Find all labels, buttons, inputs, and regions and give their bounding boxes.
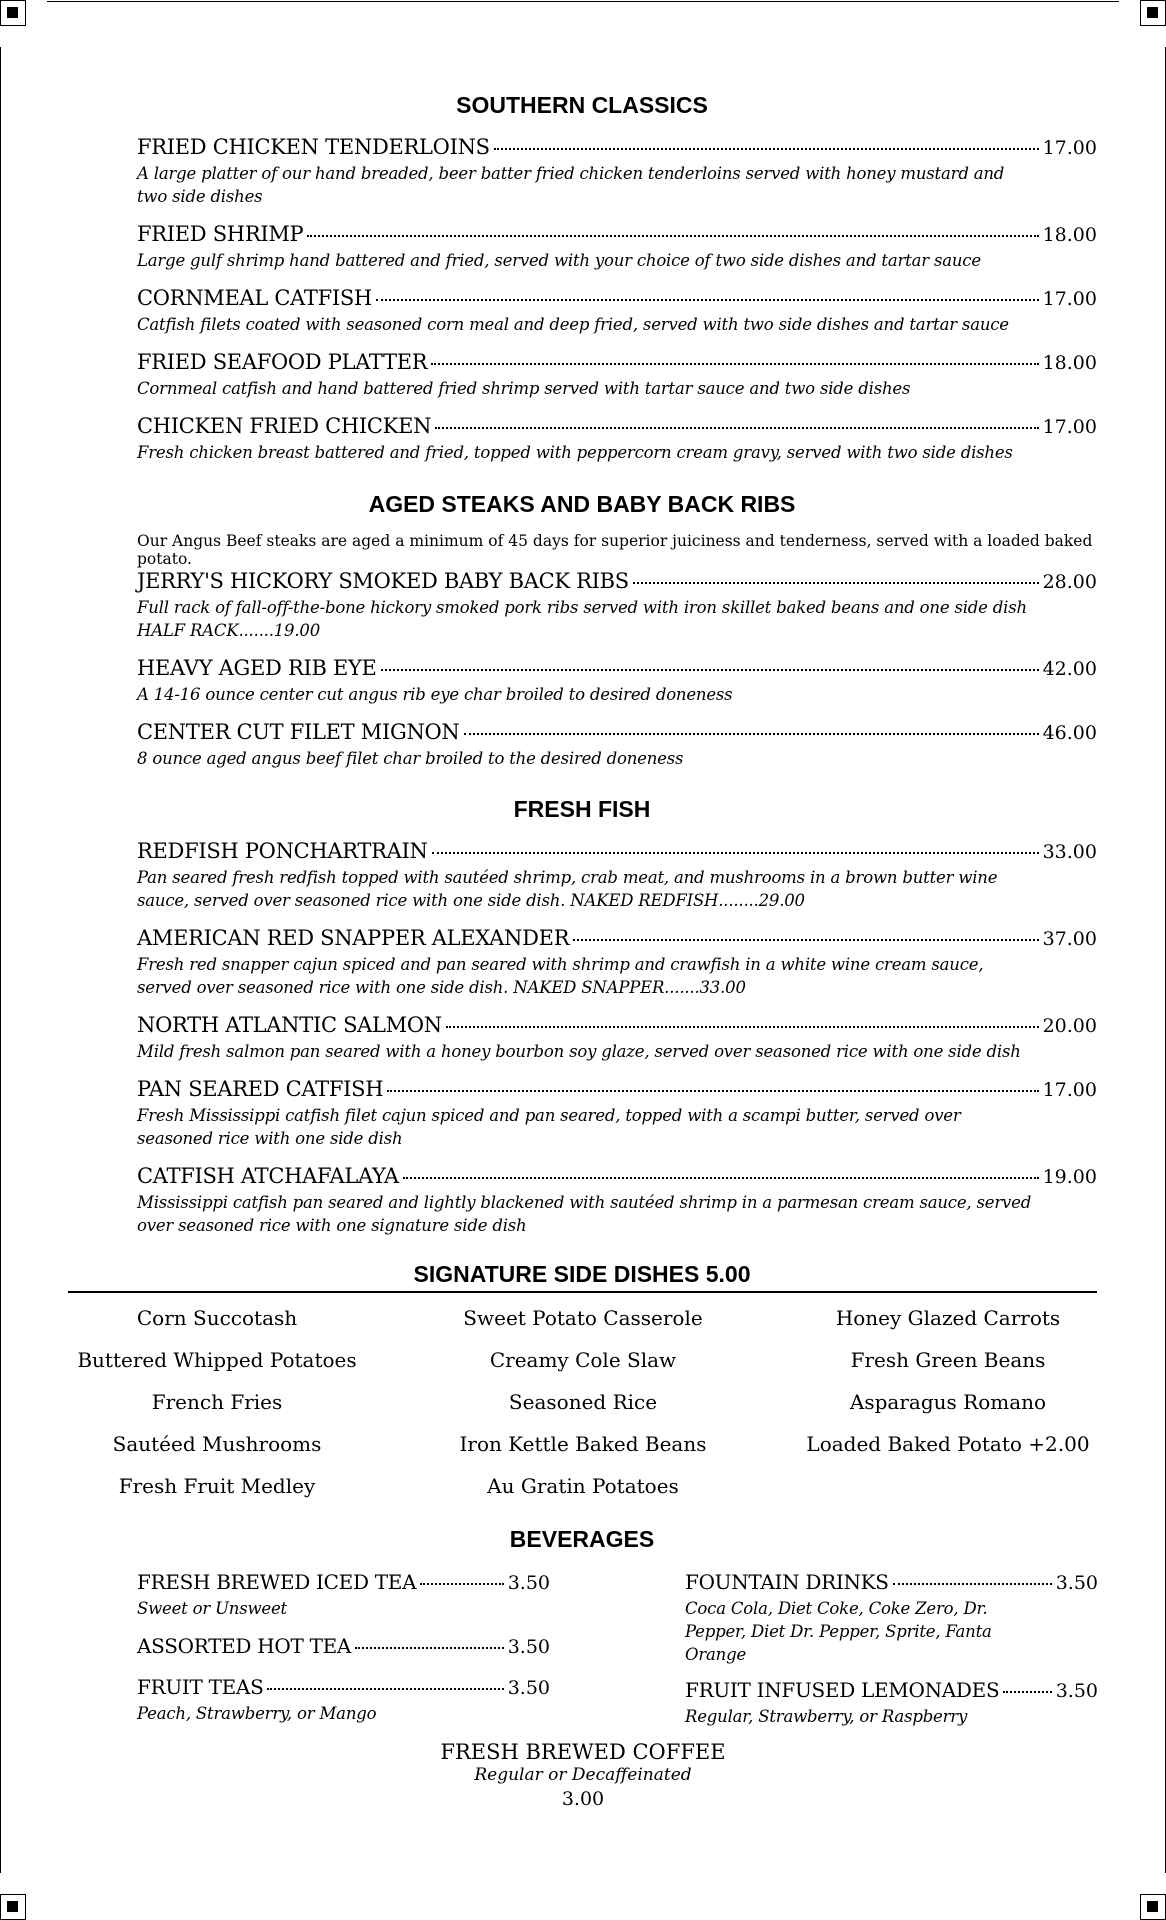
section-title-aged-steaks: AGED STEAKS AND BABY BACK RIBS bbox=[368, 491, 796, 517]
item-name: FOUNTAIN DRINKS bbox=[685, 1570, 889, 1594]
menu-item bbox=[137, 719, 1097, 770]
corner-ornament-icon bbox=[0, 1894, 26, 1920]
corner-ornament-icon bbox=[0, 0, 26, 26]
item-name: HEAVY AGED RIB EYE bbox=[137, 656, 377, 680]
dot-leader bbox=[381, 665, 1039, 671]
item-price: 17.00 bbox=[1042, 137, 1097, 159]
item-price: 18.00 bbox=[1042, 352, 1097, 374]
item-price: 42.00 bbox=[1042, 658, 1097, 680]
item-price: 28.00 bbox=[1042, 571, 1097, 593]
dot-leader bbox=[633, 578, 1039, 584]
item-description: Coca Cola, Diet Coke, Coke Zero, Dr. Pepper, Diet Dr. Pepper, Sprite, Fanta Orange bbox=[685, 1599, 992, 1664]
item-description: Peach, Strawberry, or Mango bbox=[137, 1704, 377, 1723]
item-price: 3.50 bbox=[507, 1677, 550, 1699]
item-description: Fresh red snapper cajun spiced and pan seared with shrimp and crawfish in a white wine cream sauce, served over seasoned rice with one side dish. NAKED SNAPPER.......33.00 bbox=[137, 955, 984, 997]
corner-ornament-icon bbox=[1140, 0, 1166, 26]
item-description: Fresh Mississippi catfish filet cajun spiced and pan seared, topped with a scampi butter, served over seasoned rice with one side dish bbox=[137, 1106, 961, 1148]
item-price: 3.50 bbox=[507, 1572, 550, 1594]
side-dish: Buttered Whipped Potatoes bbox=[77, 1348, 357, 1372]
item-price: 20.00 bbox=[1042, 1015, 1097, 1037]
beverage-item bbox=[137, 1633, 550, 1660]
dot-leader bbox=[307, 231, 1038, 237]
menu-item bbox=[137, 568, 1097, 642]
beverage-item bbox=[685, 1677, 1098, 1728]
border-top bbox=[47, 1, 1119, 2]
item-price: 3.50 bbox=[1055, 1680, 1098, 1702]
dot-leader bbox=[420, 1579, 503, 1585]
dot-leader bbox=[355, 1643, 504, 1649]
menu-item bbox=[137, 221, 1097, 272]
menu-item bbox=[137, 1076, 1097, 1150]
item-price: 3.50 bbox=[1055, 1572, 1098, 1594]
menu-item bbox=[137, 838, 1097, 912]
item-description: A 14-16 ounce center cut angus rib eye char broiled to desired doneness bbox=[137, 685, 733, 704]
item-description: Regular or Decaffeinated bbox=[474, 1765, 692, 1785]
dot-leader bbox=[376, 295, 1039, 301]
item-name: CORNMEAL CATFISH bbox=[137, 286, 372, 310]
item-description: Sweet or Unsweet bbox=[137, 1599, 287, 1618]
item-description: Regular, Strawberry, or Raspberry bbox=[685, 1707, 968, 1726]
item-price: 3.50 bbox=[507, 1636, 550, 1658]
side-dish: Asparagus Romano bbox=[849, 1390, 1047, 1414]
corner-ornament-icon bbox=[1140, 1894, 1166, 1920]
menu-item bbox=[137, 134, 1097, 208]
item-name: CATFISH ATCHAFALAYA bbox=[137, 1164, 399, 1188]
beverage-item bbox=[137, 1569, 550, 1620]
side-dish: Loaded Baked Potato +2.00 bbox=[806, 1432, 1090, 1456]
coffee-item bbox=[0, 1740, 1166, 1811]
item-price: 46.00 bbox=[1042, 722, 1097, 744]
menu-item bbox=[137, 1163, 1097, 1237]
item-description: Mild fresh salmon pan seared with a honey bourbon soy glaze, served over seasoned rice with one side dish bbox=[137, 1042, 1021, 1061]
dot-leader bbox=[464, 729, 1039, 735]
item-description: Fresh chicken breast battered and fried, topped with peppercorn cream gravy, served with two side dishes bbox=[137, 443, 1013, 462]
side-dish: Honey Glazed Carrots bbox=[835, 1306, 1061, 1330]
item-price: 17.00 bbox=[1042, 416, 1097, 438]
dot-leader bbox=[432, 848, 1039, 854]
item-name: FRESH BREWED ICED TEA bbox=[137, 1570, 417, 1594]
item-name: NORTH ATLANTIC SALMON bbox=[137, 1013, 442, 1037]
beverage-item bbox=[137, 1674, 550, 1725]
item-name: CENTER CUT FILET MIGNON bbox=[137, 720, 460, 744]
item-description: Mississippi catfish pan seared and lightly blackened with sautéed shrimp in a parmesan cream sauce, served over seasoned rice with one signature side dish bbox=[137, 1193, 1032, 1235]
section-title-beverages: BEVERAGES bbox=[509, 1526, 655, 1552]
dot-leader bbox=[573, 935, 1038, 941]
item-price: 3.00 bbox=[561, 1788, 605, 1810]
item-price: 19.00 bbox=[1042, 1166, 1097, 1188]
item-description: Cornmeal catfish and hand battered fried shrimp served with tartar sauce and two side dishes bbox=[137, 379, 911, 398]
side-dish: Au Gratin Potatoes bbox=[487, 1474, 679, 1498]
item-name: FRUIT INFUSED LEMONADES bbox=[685, 1678, 1000, 1702]
item-price: 17.00 bbox=[1042, 288, 1097, 310]
side-dish: Fresh Green Beans bbox=[850, 1348, 1046, 1372]
dot-leader bbox=[267, 1684, 503, 1690]
beverage-item bbox=[685, 1569, 1098, 1666]
side-dish: Corn Succotash bbox=[136, 1306, 298, 1330]
item-name: AMERICAN RED SNAPPER ALEXANDER bbox=[137, 926, 570, 950]
side-dish: Sautéed Mushrooms bbox=[112, 1432, 322, 1456]
side-dish: Creamy Cole Slaw bbox=[489, 1348, 677, 1372]
dot-leader bbox=[435, 423, 1038, 429]
dot-leader bbox=[893, 1579, 1052, 1585]
item-name: REDFISH PONCHARTRAIN bbox=[137, 839, 428, 863]
item-description: Full rack of fall-off-the-bone hickory smoked pork ribs served with iron skillet baked beans and one side dish bbox=[137, 598, 1027, 617]
side-dish: Sweet Potato Casserole bbox=[463, 1306, 703, 1330]
item-extra: HALF RACK.......19.00 bbox=[137, 621, 320, 640]
item-name: FRIED SHRIMP bbox=[137, 222, 304, 246]
border-left bbox=[0, 47, 1, 1873]
side-dish: Fresh Fruit Medley bbox=[118, 1474, 316, 1498]
item-price: 33.00 bbox=[1042, 841, 1097, 863]
item-name: PAN SEARED CATFISH bbox=[137, 1077, 384, 1101]
section-title-side-dishes: SIGNATURE SIDE DISHES 5.00 bbox=[413, 1261, 751, 1287]
menu-item bbox=[137, 655, 1097, 706]
side-dish: Seasoned Rice bbox=[508, 1390, 658, 1414]
side-dish: French Fries bbox=[151, 1390, 283, 1414]
steaks-note: Our Angus Beef steaks are aged a minimum of 45 days for superior juiciness and tenderness, served with a loaded baked potato. bbox=[137, 532, 1093, 568]
section-divider bbox=[68, 1291, 1097, 1293]
dot-leader bbox=[431, 359, 1038, 365]
dot-leader bbox=[494, 144, 1039, 150]
menu-item bbox=[137, 1012, 1097, 1063]
item-name: JERRY'S HICKORY SMOKED BABY BACK RIBS bbox=[137, 569, 629, 593]
dot-leader bbox=[446, 1022, 1039, 1028]
item-name: FRIED CHICKEN TENDERLOINS bbox=[137, 135, 490, 159]
item-price: 37.00 bbox=[1042, 928, 1097, 950]
item-name: ASSORTED HOT TEA bbox=[137, 1634, 352, 1658]
section-title-southern-classics: SOUTHERN CLASSICS bbox=[456, 92, 708, 118]
menu-item bbox=[137, 413, 1097, 464]
dot-leader bbox=[387, 1086, 1038, 1092]
item-description: Large gulf shrimp hand battered and fried, served with your choice of two side dishes and tartar sauce bbox=[137, 251, 981, 270]
item-price: 17.00 bbox=[1042, 1079, 1097, 1101]
dot-leader bbox=[1003, 1687, 1051, 1693]
section-title-fresh-fish: FRESH FISH bbox=[513, 796, 651, 822]
item-description: Catfish filets coated with seasoned corn meal and deep fried, served with two side dishes and tartar sauce bbox=[137, 315, 1009, 334]
item-name: CHICKEN FRIED CHICKEN bbox=[137, 414, 432, 438]
item-price: 18.00 bbox=[1042, 224, 1097, 246]
item-name: FRESH BREWED COFFEE bbox=[440, 1740, 726, 1764]
menu-item bbox=[137, 349, 1097, 400]
item-name: FRUIT TEAS bbox=[137, 1675, 264, 1699]
dot-leader bbox=[403, 1173, 1039, 1179]
menu-item bbox=[137, 285, 1097, 336]
menu-item bbox=[137, 925, 1097, 999]
item-description: Pan seared fresh redfish topped with sautéed shrimp, crab meat, and mushrooms in a brown butter wine sauce, served over seasoned rice with one side dish. NAKED REDFISH........29.00 bbox=[137, 868, 998, 910]
item-name: FRIED SEAFOOD PLATTER bbox=[137, 350, 428, 374]
side-dish: Iron Kettle Baked Beans bbox=[459, 1432, 707, 1456]
item-description: 8 ounce aged angus beef filet char broiled to the desired doneness bbox=[137, 749, 684, 768]
item-description: A large platter of our hand breaded, beer batter fried chicken tenderloins served with honey mustard and two side dishes bbox=[137, 164, 1005, 206]
